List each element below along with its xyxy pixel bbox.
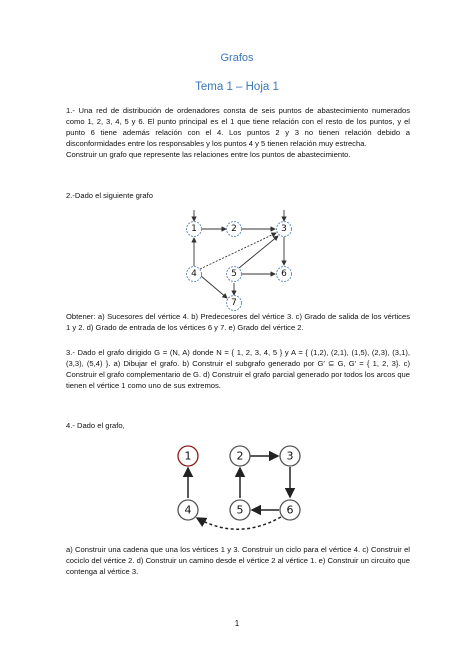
page-number: 1 — [234, 619, 240, 628]
exercise-4-graph — [168, 438, 313, 538]
node-4 — [187, 267, 202, 282]
node-4 — [178, 500, 198, 520]
node-3 — [280, 446, 300, 466]
svg-text:5: 5 — [236, 503, 244, 517]
svg-text:2: 2 — [231, 224, 237, 234]
svg-text:6: 6 — [281, 269, 287, 279]
node-5 — [227, 267, 242, 282]
node-1 — [187, 222, 202, 237]
exercise-1 — [66, 106, 410, 161]
node-5 — [230, 500, 250, 520]
exercise-4-intro: 4.- Dado el grafo, — [66, 421, 125, 430]
svg-text:1: 1 — [184, 449, 192, 463]
svg-text:3: 3 — [281, 224, 287, 234]
svg-text:7: 7 — [231, 298, 237, 308]
edge-4-3 — [200, 233, 276, 269]
edge-4-7 — [201, 276, 227, 298]
document-subtitle: Tema 1 – Hoja 1 — [195, 81, 279, 93]
node-3 — [277, 222, 292, 237]
svg-text:5: 5 — [231, 269, 237, 279]
exercise-1-task: Construir un grafo que represente las relaciones entre los puntos de abastecimiento. — [66, 149, 351, 159]
exercise-3: 3.- Dado el grafo dirigido G = (N, A) donde N = { 1, 2, 3, 4, 5 } y A = { (1,2), (2,1), (1,5), (2,3), (3,1), (3,3), (5,4) }. a) Dibujar el grafo. b) Construir el subgrafo generado por G′ ⊆ G, G′ = { 1, 2, 3}. c) Construir el grafo complementario de G. d) Construir el grafo parcial generado por todos los arcos que tienen el vértice 1 como uno de sus extremos. — [66, 348, 411, 390]
svg-text:3: 3 — [286, 449, 294, 463]
svg-text:1: 1 — [191, 224, 197, 234]
svg-text:2: 2 — [236, 449, 244, 463]
exercise-2-tasks: Obtener: a) Sucesores del vértice 4. b) Predecesores del vértice 3. c) Grado de salida de los vértices 1 y 2. d) Grado de entrada de los vértices 6 y 7. e) Grado del vértice 2. — [66, 312, 410, 332]
node-2 — [227, 222, 242, 237]
document-title: Grafos — [220, 52, 254, 64]
exercise-2-intro: 2.-Dado el siguiente grafo — [66, 191, 153, 200]
node-6 — [280, 500, 300, 520]
node-7 — [227, 296, 242, 311]
svg-text:4: 4 — [184, 503, 192, 517]
node-6 — [277, 267, 292, 282]
node-1 — [178, 446, 198, 466]
exercise-1-statement: 1.- Una red de distribución de ordenadores consta de seis puntos de abastecimiento numerados como 1, 2, 3, 4, 5 y 6. El punto principal es el 1 que tiene relación con el resto de los puntos, y el punto 6 tiene además relación con el 4. Los puntos 2 y 3 no tienen relación debido a disconformidades entre los responsables y los puntos 4 y 5 tienen relación muy estrecha. — [66, 106, 410, 148]
svg-text:4: 4 — [191, 269, 197, 279]
svg-text:6: 6 — [286, 503, 294, 517]
exercise-2-graph — [175, 204, 305, 314]
node-2 — [230, 446, 250, 466]
exercise-4-tasks: a) Construir una cadena que una los vértices 1 y 3. Construir un ciclo para el vértice 4. c) Construir el cociclo del vértice 2. d) Construir un camino desde el vértice 2 al vértice 1. e) Construir un circuito que contenga al vértice 3. — [66, 545, 410, 576]
